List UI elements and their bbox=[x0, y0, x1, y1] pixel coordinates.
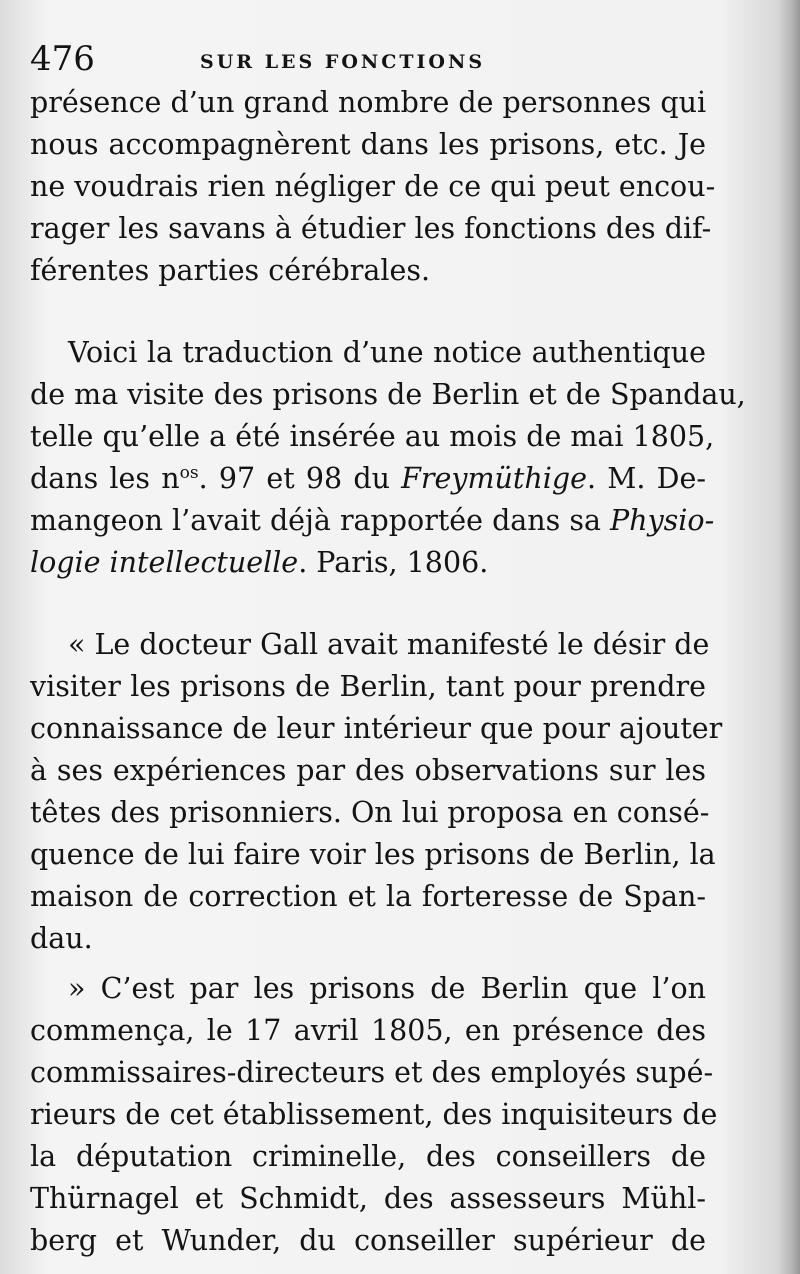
text-line: la députation criminelle, des conseillers de bbox=[30, 1140, 706, 1173]
text-line bbox=[30, 500, 715, 542]
superscript: os bbox=[179, 463, 199, 483]
page-edge-shadow bbox=[778, 0, 800, 1274]
text-line: rager les savans à étudier les fonctions des dif- bbox=[30, 212, 712, 245]
text-line: commença, le 17 avril 1805, en présence des bbox=[30, 1014, 706, 1047]
text-line: maison de correction et la forteresse de Span- bbox=[30, 880, 706, 913]
paragraph-1 bbox=[30, 82, 716, 292]
text-line: telle qu’elle a été insérée au mois de mai 1805, bbox=[30, 420, 715, 453]
text-line: à ses expériences par des observations sur les bbox=[30, 754, 706, 787]
italic-title: Freymüthige bbox=[401, 462, 587, 495]
text-line: Voici la traduction d’une notice authentique bbox=[68, 336, 706, 369]
text-line: Thürnagel et Schmidt, des assesseurs Mühl- bbox=[30, 1182, 706, 1215]
text-line: commissaires-directeurs et des employés supé- bbox=[30, 1056, 714, 1089]
text-line: présence d’un grand nombre de personnes qui bbox=[30, 86, 707, 119]
text-line: rieurs de cet établissement, des inquisiteurs de bbox=[30, 1098, 718, 1131]
text-line: têtes des prisonniers. On lui proposa en consé- bbox=[30, 796, 710, 829]
paragraph-gap bbox=[30, 292, 706, 332]
running-title: SUR LES FONCTIONS bbox=[200, 51, 486, 73]
text-line: nous accompagnèrent dans les prisons, etc. Je bbox=[30, 128, 706, 161]
paragraph-4 bbox=[30, 968, 718, 1262]
text-line: berg et Wunder, du conseiller supérieur de bbox=[30, 1224, 706, 1257]
text-run: mangeon l’avait déjà rapportée dans sa bbox=[30, 504, 611, 537]
text-line bbox=[30, 458, 706, 500]
page-number: 476 bbox=[30, 39, 95, 79]
text-line bbox=[30, 542, 706, 584]
text-line: quence de lui faire voir les prisons de Berlin, la bbox=[30, 838, 716, 871]
text-line: « Le docteur Gall avait manifesté le désir de bbox=[68, 628, 710, 661]
text-run: . Paris, 1806. bbox=[298, 546, 489, 579]
text-run: dans les n bbox=[30, 462, 180, 495]
text-line: dau. bbox=[30, 922, 93, 955]
text-line: ne voudrais rien négliger de ce qui peut encou- bbox=[30, 170, 716, 203]
text-line: visiter les prisons de Berlin, tant pour prendre bbox=[30, 670, 706, 703]
text-line: de ma visite des prisons de Berlin et de Spandau, bbox=[30, 378, 746, 411]
paragraph-gap bbox=[30, 960, 706, 968]
paragraph-2 bbox=[30, 332, 746, 584]
text-run: . M. De- bbox=[586, 462, 706, 495]
italic-title: logie intellectuelle bbox=[30, 546, 299, 579]
text-line: férentes parties cérébrales. bbox=[30, 254, 431, 287]
italic-title: Physio- bbox=[610, 504, 715, 537]
page-header bbox=[30, 34, 710, 84]
page-body bbox=[30, 82, 746, 1262]
text-line: » C’est par les prisons de Berlin que l’on bbox=[68, 972, 706, 1005]
text-line: connaissance de leur intérieur que pour ajouter bbox=[30, 712, 723, 745]
paragraph-gap bbox=[30, 584, 706, 624]
paragraph-3 bbox=[30, 624, 723, 960]
text-run: . 97 et 98 du bbox=[198, 462, 402, 495]
